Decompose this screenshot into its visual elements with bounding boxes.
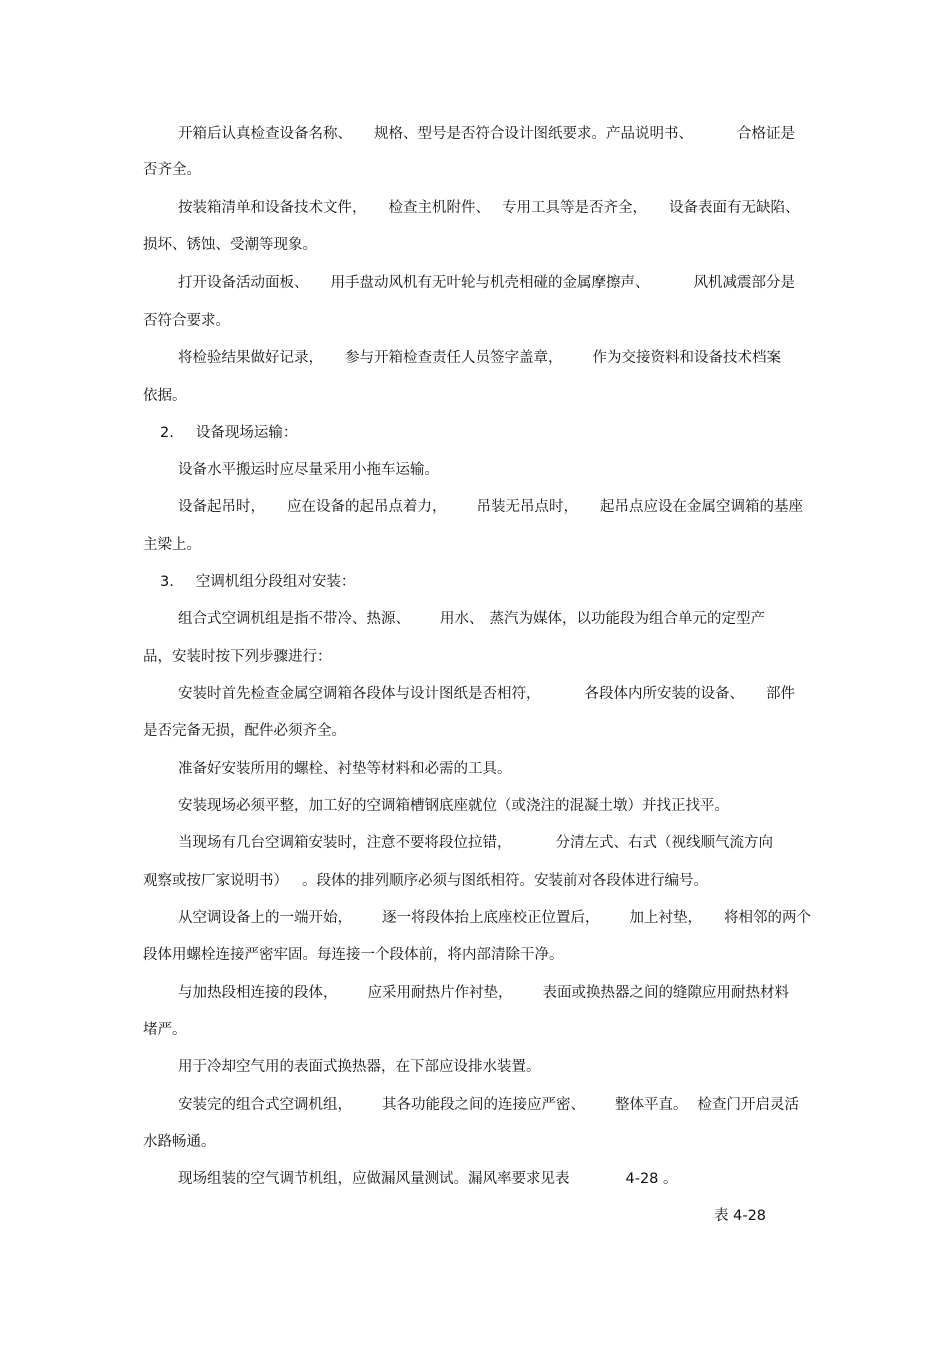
- paragraph-line: 组合式空调机组是指不带冷、热源、 用水、 蒸汽为媒体，以功能段为组合单元的定型产: [178, 611, 765, 627]
- paragraph-line: 堵严。: [143, 1022, 187, 1038]
- paragraph-line: 准备好安装所用的螺栓、衬垫等材料和必需的工具。: [178, 761, 512, 777]
- paragraph-line: 安装时首先检查金属空调箱各段体与设计图纸是否相符， 各段体内所安装的设备、 部件: [178, 686, 795, 702]
- paragraph-line: 安装完的组合式空调机组， 其各功能段之间的连接应严密、 整体平直。 检查门开启灵活: [178, 1097, 799, 1113]
- paragraph-line: 水路畅通。: [143, 1134, 216, 1150]
- paragraph-line: 观察或按厂家说明书） 。段体的排列顺序必须与图纸相符。安装前对各段体进行编号。: [143, 873, 708, 889]
- paragraph-line: 否齐全。: [143, 162, 201, 178]
- section-heading: 3. 空调机组分段组对安装：: [160, 574, 356, 590]
- paragraph-line: 安装现场必须平整，加工好的空调箱槽钢底座就位（或浇注的混凝土墩）并找正找平。: [178, 798, 729, 814]
- paragraph-line: 依据。: [143, 388, 187, 404]
- paragraph-line: 品，安装时按下列步骤进行：: [143, 649, 332, 665]
- paragraph-line: 按装箱清单和设备技术文件， 检查主机附件、 专用工具等是否齐全， 设备表面有无缺陷、: [178, 200, 800, 216]
- paragraph-line: 与加热段相连接的段体， 应采用耐热片作衬垫， 表面或换热器之间的缝隙应用耐热材料: [178, 985, 789, 1001]
- paragraph-line: 用于冷却空气用的表面式换热器，在下部应设排水装置。: [178, 1059, 541, 1075]
- paragraph-line: 是否完备无损，配件必须齐全。: [143, 723, 346, 739]
- paragraph-line: 段体用螺栓连接严密牢固。每连接一个段体前，将内部清除干净。: [143, 947, 564, 963]
- paragraph-line: 从空调设备上的一端开始， 逐一将段体抬上底座校正位置后， 加上衬垫， 将相邻的两个: [178, 910, 811, 926]
- paragraph-line: 设备起吊时， 应在设备的起吊点着力， 吊装无吊点时， 起吊点应设在金属空调箱的基座: [178, 499, 803, 515]
- paragraph-line: 否符合要求。: [143, 313, 230, 329]
- paragraph-line: 打开设备活动面板、 用手盘动风机有无叶轮与机壳相碰的金属摩擦声、 风机减震部分是: [178, 275, 795, 291]
- table-caption: 表 4-28: [714, 1208, 767, 1224]
- paragraph-line: 主梁上。: [143, 537, 201, 553]
- paragraph-line: 将检验结果做好记录， 参与开箱检查责任人员签字盖章， 作为交接资料和设备技术档案: [178, 350, 781, 366]
- paragraph-line: 损坏、锈蚀、受潮等现象。: [143, 237, 317, 253]
- section-heading: 2. 设备现场运输：: [160, 425, 298, 441]
- paragraph-line: 开箱后认真检查设备名称、 规格、型号是否符合设计图纸要求。产品说明书、 合格证是: [178, 126, 795, 142]
- paragraph-line: 设备水平搬运时应尽量采用小拖车运输。: [178, 462, 439, 478]
- paragraph-line: 当现场有几台空调箱安装时，注意不要将段位拉错， 分清左式、右式（视线顺气流方向: [178, 835, 773, 851]
- paragraph-line: 现场组装的空气调节机组，应做漏风量测试。漏风率要求见表 4-28 。: [178, 1171, 678, 1187]
